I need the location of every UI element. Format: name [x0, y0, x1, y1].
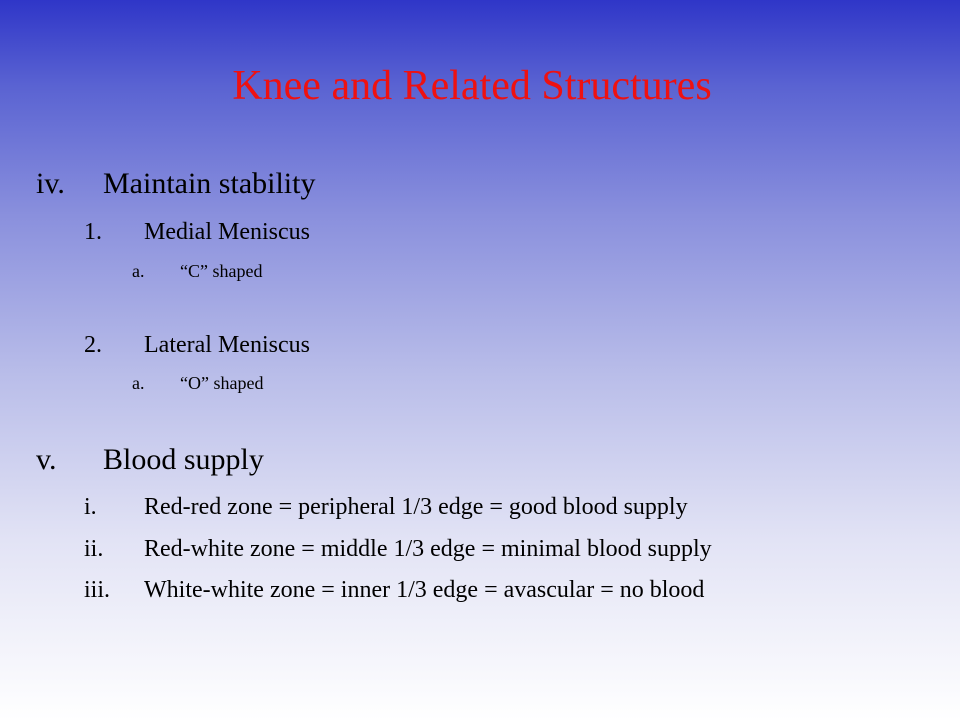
item-number: 2. — [84, 332, 102, 358]
item-label: Lateral Meniscus — [144, 332, 310, 358]
slide-title: Knee and Related Structures — [232, 63, 712, 109]
sub-item-letter: a. — [132, 373, 145, 393]
section-iv-numeral: iv. — [36, 167, 65, 200]
item-number: 1. — [84, 219, 102, 245]
item-text: Red-white zone = middle 1/3 edge = minimal blood supply — [144, 536, 712, 562]
section-v-numeral: v. — [36, 443, 57, 476]
item-number: ii. — [84, 536, 104, 562]
sub-item-text: “O” shaped — [180, 373, 264, 393]
item-number: i. — [84, 494, 97, 520]
item-label: Medial Meniscus — [144, 219, 310, 245]
item-text: Red-red zone = peripheral 1/3 edge = good blood supply — [144, 494, 688, 520]
item-number: iii. — [84, 577, 111, 603]
section-iv-heading: Maintain stability — [103, 167, 316, 200]
sub-item-letter: a. — [132, 261, 145, 281]
section-v-heading: Blood supply — [103, 443, 264, 476]
item-text: White-white zone = inner 1/3 edge = avascular = no blood — [144, 577, 705, 603]
sub-item-text: “C” shaped — [180, 261, 263, 281]
